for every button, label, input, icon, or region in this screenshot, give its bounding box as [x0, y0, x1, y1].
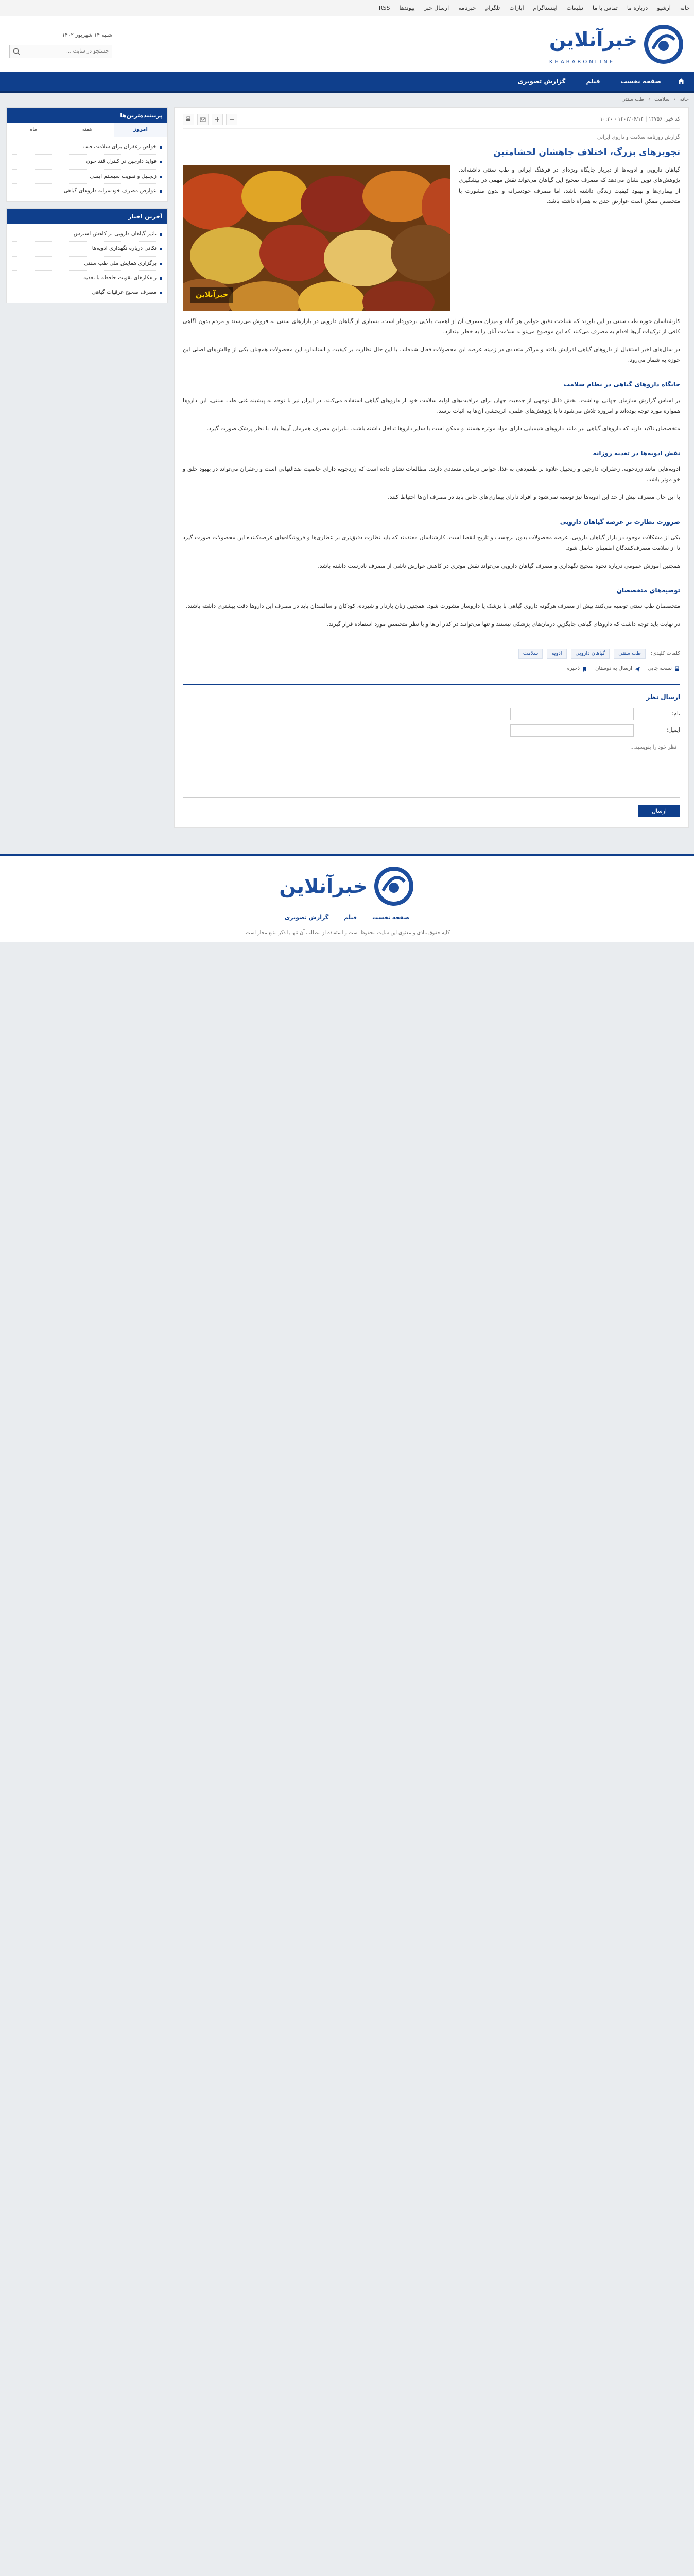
- widget-title: آخرین اخبار: [7, 209, 167, 224]
- image-watermark: خبرآنلاین: [190, 287, 233, 303]
- breadcrumb-separator: ›: [648, 96, 651, 103]
- article-date: کد خبر: ۱۴۷۵۶ | ۱۴۰۲/۰۶/۱۴ - ۱۰:۳۰: [600, 116, 680, 122]
- search-icon[interactable]: [10, 45, 23, 58]
- list-item[interactable]: [12, 170, 162, 184]
- print-label: نسخه چاپی: [647, 666, 672, 672]
- comment-textarea[interactable]: [183, 741, 680, 798]
- tag-link[interactable]: ادویه: [547, 649, 566, 659]
- send-link[interactable]: [595, 664, 640, 674]
- bullet-icon: [160, 233, 162, 236]
- brand-name: خبرآنلاین: [549, 28, 637, 51]
- list-item[interactable]: [12, 184, 162, 198]
- article-body: [183, 316, 680, 630]
- email-field[interactable]: [510, 724, 634, 737]
- breadcrumb: [0, 93, 694, 107]
- send-icon: [634, 666, 640, 672]
- most-viewed-list: [7, 137, 167, 201]
- widget-tabs: [7, 123, 167, 137]
- bullet-icon: [160, 176, 162, 178]
- list-item[interactable]: [12, 140, 162, 155]
- bullet-icon: [160, 292, 162, 294]
- print-icon[interactable]: [183, 114, 194, 125]
- article-paragraph: یکی از مشکلات موجود در بازار گیاهان دارویی، عرضه محصولات بدون برچسب و تاریخ انقضا است. کارشناسان معتقدند که باید نظارت دقیق‌تری بر عطاری‌ها و فروشگاه‌های عرضه‌کننده این محصولات صورت گیرد تا از سلامت مصرف‌کنندگان اطمینان حاصل شود.: [183, 534, 680, 552]
- list-item-label: مصرف صحیح عرقیات گیاهی: [91, 289, 157, 296]
- article-title: تجویزهای بزرگ، اختلاف چاهشان لحشامتین: [493, 147, 680, 158]
- tag-link[interactable]: طب سنتی: [614, 649, 646, 659]
- email-icon[interactable]: [197, 114, 209, 125]
- top-link[interactable]: RSS: [378, 4, 390, 11]
- bullet-icon: [160, 248, 162, 250]
- list-item-label: خواص زعفران برای سلامت قلب: [82, 144, 157, 150]
- footer-link-video[interactable]: فیلم: [344, 914, 357, 921]
- globe-logo-icon: [643, 23, 685, 65]
- most-viewed-widget: [6, 107, 168, 202]
- home-icon[interactable]: [672, 72, 690, 91]
- article-image: [183, 165, 450, 311]
- name-field[interactable]: [510, 708, 634, 720]
- header-date: شنبه ۱۴ شهریور ۱۴۰۲: [62, 32, 112, 39]
- top-link[interactable]: پیوندها: [399, 4, 415, 11]
- tag-list: [518, 649, 646, 659]
- section-heading: نقش ادویه‌ها در تغذیه روزانه: [593, 449, 680, 457]
- tags-label: کلمات کلیدی:: [650, 650, 680, 656]
- breadcrumb-item[interactable]: سلامت: [654, 96, 670, 103]
- list-item[interactable]: [12, 155, 162, 169]
- list-item[interactable]: [12, 242, 162, 256]
- section-heading: توصیه‌های متخصصان: [616, 586, 680, 594]
- footer-brand-name: خبرآنلاین: [279, 875, 368, 898]
- bullet-icon: [160, 263, 162, 265]
- top-bar: [0, 0, 694, 16]
- list-item-label: برگزاری همایش ملی طب سنتی: [84, 260, 157, 266]
- search-box: [9, 45, 112, 58]
- latest-news-list: [7, 224, 167, 303]
- article-paragraph: در نهایت باید توجه داشت که داروهای گیاهی جایگزین درمان‌های پزشکی نیستند و تنها می‌توانند در کنار آن‌ها و با نظر متخصص مورد استفاده قرار گیرند.: [327, 620, 680, 628]
- footer-logo[interactable]: [279, 865, 414, 907]
- nav-item-video[interactable]: فیلم: [586, 78, 600, 85]
- globe-logo-icon: [373, 865, 415, 907]
- font-decrease-icon[interactable]: [226, 114, 237, 125]
- list-item-label: نکاتی درباره نگهداری ادویه‌ها: [92, 245, 157, 252]
- tab-today[interactable]: امروز: [114, 123, 167, 137]
- top-link[interactable]: درباره ما: [627, 4, 648, 11]
- footer-nav: [285, 912, 409, 923]
- email-label: ایمیل:: [666, 727, 680, 734]
- tag-link[interactable]: سلامت: [518, 649, 543, 659]
- site-logo[interactable]: [549, 22, 685, 67]
- article-paragraph: ادویه‌هایی مانند زردچوبه، زعفران، دارچین و زنجبیل علاوه بر طعم‌دهی به غذا، خواص درمانی متعددی دارند. مطالعات نشان داده است که زردچوبه دارای خاصیت ضدالتهابی است و زعفران می‌تواند در بهبود خلق و خو موثر باشد.: [183, 465, 680, 483]
- article-paragraph: متخصصان تاکید دارند که داروهای گیاهی نیز مانند داروهای شیمیایی دارای مواد موثره هستند و ممکن است با سایر داروها تداخل داشته باشند. بنابراین مصرف همزمان آن‌ها باید با نظر پزشک صورت گیرد.: [206, 425, 680, 432]
- footer-link-home[interactable]: صفحه نخست: [372, 914, 409, 921]
- section-heading: جایگاه داروهای گیاهی در نظام سلامت: [563, 381, 680, 388]
- footer-link-photo[interactable]: گزارش تصویری: [285, 914, 329, 921]
- site-header: [0, 16, 694, 72]
- submit-comment-button[interactable]: ارسال: [638, 805, 680, 817]
- top-link[interactable]: تماس با ما: [592, 4, 618, 11]
- printer-icon: [674, 666, 680, 672]
- article-container: [174, 107, 689, 828]
- breadcrumb-item[interactable]: خانه: [680, 96, 689, 103]
- tab-month[interactable]: ماه: [30, 127, 37, 132]
- breadcrumb-item[interactable]: طب سنتی: [621, 96, 645, 103]
- tab-week[interactable]: هفته: [82, 127, 92, 132]
- name-label: نام:: [671, 710, 680, 717]
- comment-form: [183, 684, 680, 818]
- print-link[interactable]: [648, 664, 680, 674]
- top-link[interactable]: خبرنامه: [458, 4, 476, 11]
- search-input[interactable]: [23, 48, 112, 54]
- article-meta: [183, 114, 680, 129]
- send-label: ارسال به دوستان: [595, 666, 632, 672]
- bullet-icon: [160, 146, 162, 149]
- list-item[interactable]: [12, 271, 162, 285]
- list-item-label: راهکارهای تقویت حافظه با تغذیه: [83, 274, 157, 281]
- share-row: [183, 664, 680, 674]
- save-link[interactable]: [567, 664, 588, 674]
- main-nav: [0, 72, 694, 93]
- article-lead: گیاهان دارویی و ادویه‌ها از دیرباز جایگاه ویژه‌ای در فرهنگ ایرانی و طب سنتی داشته‌اند. پژوهش‌های نوین نشان می‌دهد که مصرف صحیح این گیاهان می‌تواند نقش مهمی در پیشگیری از بیماری‌ها و بهبود کیفیت زندگی داشته باشد، اما مصرف خودسرانه و بدون مشورت با متخصص ممکن است عوارض جدی به همراه داشته باشد.: [459, 166, 680, 205]
- top-link[interactable]: تبلیغات: [566, 4, 583, 11]
- tags-row: [183, 642, 680, 659]
- top-link[interactable]: ارسال خبر: [424, 4, 449, 11]
- tag-link[interactable]: گیاهان دارویی: [571, 649, 610, 659]
- bullet-icon: [160, 190, 162, 193]
- save-label: ذخیره: [567, 666, 580, 672]
- bookmark-icon: [582, 666, 588, 672]
- top-link[interactable]: خانه: [680, 4, 690, 11]
- top-link[interactable]: تلگرام: [485, 4, 500, 11]
- list-item-label: تاثیر گیاهان دارویی بر کاهش استرس: [73, 230, 157, 237]
- article-paragraph: با این حال مصرف بیش از حد این ادویه‌ها نیز توصیه نمی‌شود و افراد دارای بیماری‌های خاص باید در مصرف آن‌ها احتیاط کنند.: [388, 494, 680, 501]
- sidebar: [6, 107, 168, 303]
- top-link[interactable]: آپارات: [509, 4, 524, 11]
- list-item[interactable]: [12, 227, 162, 242]
- article-tools: [183, 114, 237, 125]
- breadcrumb-separator: ›: [673, 96, 676, 103]
- list-item-label: زنجبیل و تقویت سیستم ایمنی: [90, 173, 157, 179]
- list-item-label: فواید دارچین در کنترل قند خون: [86, 158, 157, 165]
- article-kicker: گزارش روزنامه سلامت و داروی ایرانی: [597, 134, 680, 140]
- comment-heading: ارسال نظر: [646, 693, 680, 701]
- top-links: [0, 0, 694, 16]
- section-heading: ضرورت نظارت بر عرضه گیاهان دارویی: [560, 518, 680, 526]
- top-link[interactable]: اینستاگرام: [533, 4, 558, 11]
- list-item-label: عوارض مصرف خودسرانه داروهای گیاهی: [63, 188, 157, 194]
- list-item[interactable]: [12, 257, 162, 271]
- copyright-text: کلیه حقوق مادی و معنوی این سایت محفوظ است و استفاده از مطالب آن تنها با ذکر منبع مجاز است.: [244, 929, 450, 936]
- article-paragraph: همچنین آموزش عمومی درباره نحوه صحیح نگهداری و مصرف گیاهان دارویی می‌تواند نقش موثری در کاهش عوارض ناشی از مصرف نادرست داشته باشد.: [318, 562, 680, 569]
- brand-subtitle: KHABARONLINE: [549, 59, 615, 65]
- article-paragraph: بر اساس گزارش سازمان جهانی بهداشت، بخش قابل توجهی از جمعیت جهان برای مراقبت‌های اولیه سلامت خود از داروهای گیاهی استفاده می‌کنند. در ایران نیز با توجه به پیشینه غنی طب سنتی، این داروها همواره مورد توجه بوده‌اند و امروزه تلاش می‌شود تا با پژوهش‌های علمی، اثربخشی آن‌ها به اثبات برسد.: [183, 397, 680, 414]
- nav-item-photo-report[interactable]: گزارش تصویری: [517, 78, 566, 85]
- page-layout: [0, 107, 694, 838]
- latest-news-widget: [6, 208, 168, 303]
- bullet-icon: [160, 161, 162, 163]
- article-paragraph: متخصصان طب سنتی توصیه می‌کنند پیش از مصرف هرگونه داروی گیاهی با پزشک یا داروساز مشورت شود. همچنین زنان باردار و شیرده، کودکان و سالمندان باید در مصرف این داروها دقت بیشتری داشته باشند.: [186, 603, 680, 610]
- widget-title: پربیننده‌ترین‌ها: [7, 108, 167, 123]
- bullet-icon: [160, 277, 162, 280]
- lead-section: [183, 165, 680, 311]
- nav-item-home[interactable]: صفحه نخست: [620, 78, 661, 85]
- site-footer: [0, 854, 694, 942]
- article-paragraph: کارشناسان حوزه طب سنتی بر این باورند که شناخت دقیق خواص هر گیاه و میزان مصرف آن از اهمیت بالایی برخوردار است. بسیاری از گیاهان دارویی در بازارهای سنتی به فروش می‌رسند و مردم بدون آگاهی کافی از ترکیبات آن‌ها اقدام به مصرف می‌کنند که این موضوع می‌تواند سلامت آنان را به خطر بیندازد.: [183, 317, 680, 335]
- list-item[interactable]: [12, 285, 162, 299]
- font-increase-icon[interactable]: [212, 114, 223, 125]
- article-paragraph: در سال‌های اخیر استقبال از داروهای گیاهی افزایش یافته و مراکز متعددی در زمینه عرضه این محصولات فعال شده‌اند. با این حال نظارت بر کیفیت و استاندارد این محصولات همچنان یکی از چالش‌های اصلی این حوزه به شمار می‌رود.: [183, 346, 680, 363]
- top-link[interactable]: آرشیو: [657, 4, 671, 11]
